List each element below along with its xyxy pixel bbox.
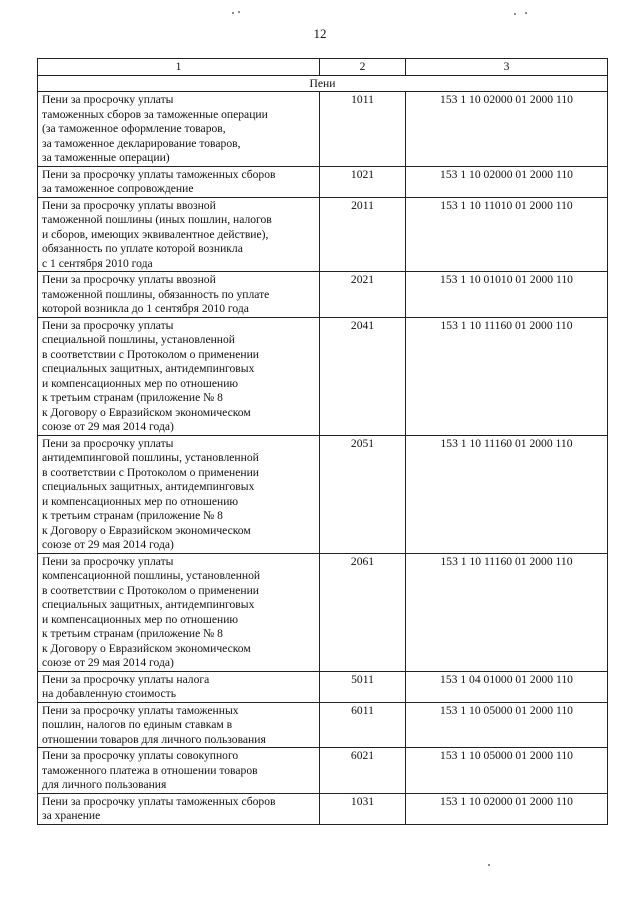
table-row xyxy=(38,671,608,702)
scan-speck xyxy=(514,13,516,15)
row-kbk: 153 1 10 02000 01 2000 110 xyxy=(406,166,608,197)
row-description: Пени за просрочку уплаты налога на добавленную стоимость xyxy=(38,671,320,702)
column-header: 2 xyxy=(320,59,406,76)
table-row xyxy=(38,748,608,794)
row-description: Пени за просрочку уплаты компенсационной пошлины, установленной в соответствии с Протоколом о применении специальных защитных, антидемпинговых и компенсационных мер по отношению к третьим странам (приложение № 8 к Договору о Евразийском экономическом союзе от 29 мая 2014 года) xyxy=(38,553,320,671)
table-row xyxy=(38,197,608,272)
table-row xyxy=(38,435,608,553)
row-description: Пени за просрочку уплаты таможенных сборов за таможенные операции (за таможенное оформление товаров, за таможенное декларирование товаров, за таможенные операции) xyxy=(38,92,320,167)
row-kbk: 153 1 10 05000 01 2000 110 xyxy=(406,702,608,748)
row-kbk: 153 1 10 02000 01 2000 110 xyxy=(406,92,608,167)
scan-speck xyxy=(525,12,527,14)
row-code: 2041 xyxy=(320,317,406,435)
row-kbk: 153 1 10 01010 01 2000 110 xyxy=(406,272,608,318)
page-number: 12 xyxy=(313,26,327,41)
kbk-table xyxy=(37,58,608,825)
row-code: 1021 xyxy=(320,166,406,197)
header-row xyxy=(38,59,608,76)
section-title: Пени xyxy=(38,75,608,92)
section-row xyxy=(38,75,608,92)
column-header: 1 xyxy=(38,59,320,76)
row-description: Пени за просрочку уплаты таможенных пошлин, налогов по единым ставкам в отношении товаров для личного пользования xyxy=(38,702,320,748)
row-description: Пени за просрочку уплаты совокупного таможенного платежа в отношении товаров для личного пользования xyxy=(38,748,320,794)
table-row xyxy=(38,92,608,167)
row-code: 1011 xyxy=(320,92,406,167)
table-row xyxy=(38,317,608,435)
row-description: Пени за просрочку уплаты таможенных сборов за хранение xyxy=(38,793,320,824)
scan-speck xyxy=(232,12,234,14)
table-row xyxy=(38,272,608,318)
row-kbk: 153 1 10 11160 01 2000 110 xyxy=(406,435,608,553)
row-kbk: 153 1 04 01000 01 2000 110 xyxy=(406,671,608,702)
row-description: Пени за просрочку уплаты ввозной таможенной пошлины (иных пошлин, налогов и сборов, имеющих эквивалентное действие), обязанность по уплате которой возникла с 1 сентября 2010 года xyxy=(38,197,320,272)
table-row xyxy=(38,793,608,824)
scan-speck xyxy=(238,11,240,13)
scan-speck xyxy=(488,864,490,866)
row-code: 2051 xyxy=(320,435,406,553)
row-code: 6011 xyxy=(320,702,406,748)
row-kbk: 153 1 10 02000 01 2000 110 xyxy=(406,793,608,824)
row-description: Пени за просрочку уплаты специальной пошлины, установленной в соответствии с Протоколом о применении специальных защитных, антидемпинговых и компенсационных мер по отношению к третьим странам (приложение № 8 к Договору о Евразийском экономическом союзе от 29 мая 2014 года) xyxy=(38,317,320,435)
column-header: 3 xyxy=(406,59,608,76)
row-code: 5011 xyxy=(320,671,406,702)
row-kbk: 153 1 10 11160 01 2000 110 xyxy=(406,553,608,671)
row-code: 2011 xyxy=(320,197,406,272)
row-description: Пени за просрочку уплаты ввозной таможенной пошлины, обязанность по уплате которой возникла до 1 сентября 2010 года xyxy=(38,272,320,318)
row-code: 1031 xyxy=(320,793,406,824)
row-code: 2021 xyxy=(320,272,406,318)
row-code: 2061 xyxy=(320,553,406,671)
row-description: Пени за просрочку уплаты антидемпинговой пошлины, установленной в соответствии с Протоколом о применении специальных защитных, антидемпинговых и компенсационных мер по отношению к третьим странам (приложение № 8 к Договору о Евразийском экономическом союзе от 29 мая 2014 года) xyxy=(38,435,320,553)
row-description: Пени за просрочку уплаты таможенных сборов за таможенное сопровождение xyxy=(38,166,320,197)
table-row xyxy=(38,553,608,671)
table-row xyxy=(38,702,608,748)
row-kbk: 153 1 10 11160 01 2000 110 xyxy=(406,317,608,435)
row-kbk: 153 1 10 05000 01 2000 110 xyxy=(406,748,608,794)
row-code: 6021 xyxy=(320,748,406,794)
row-kbk: 153 1 10 11010 01 2000 110 xyxy=(406,197,608,272)
table-row xyxy=(38,166,608,197)
